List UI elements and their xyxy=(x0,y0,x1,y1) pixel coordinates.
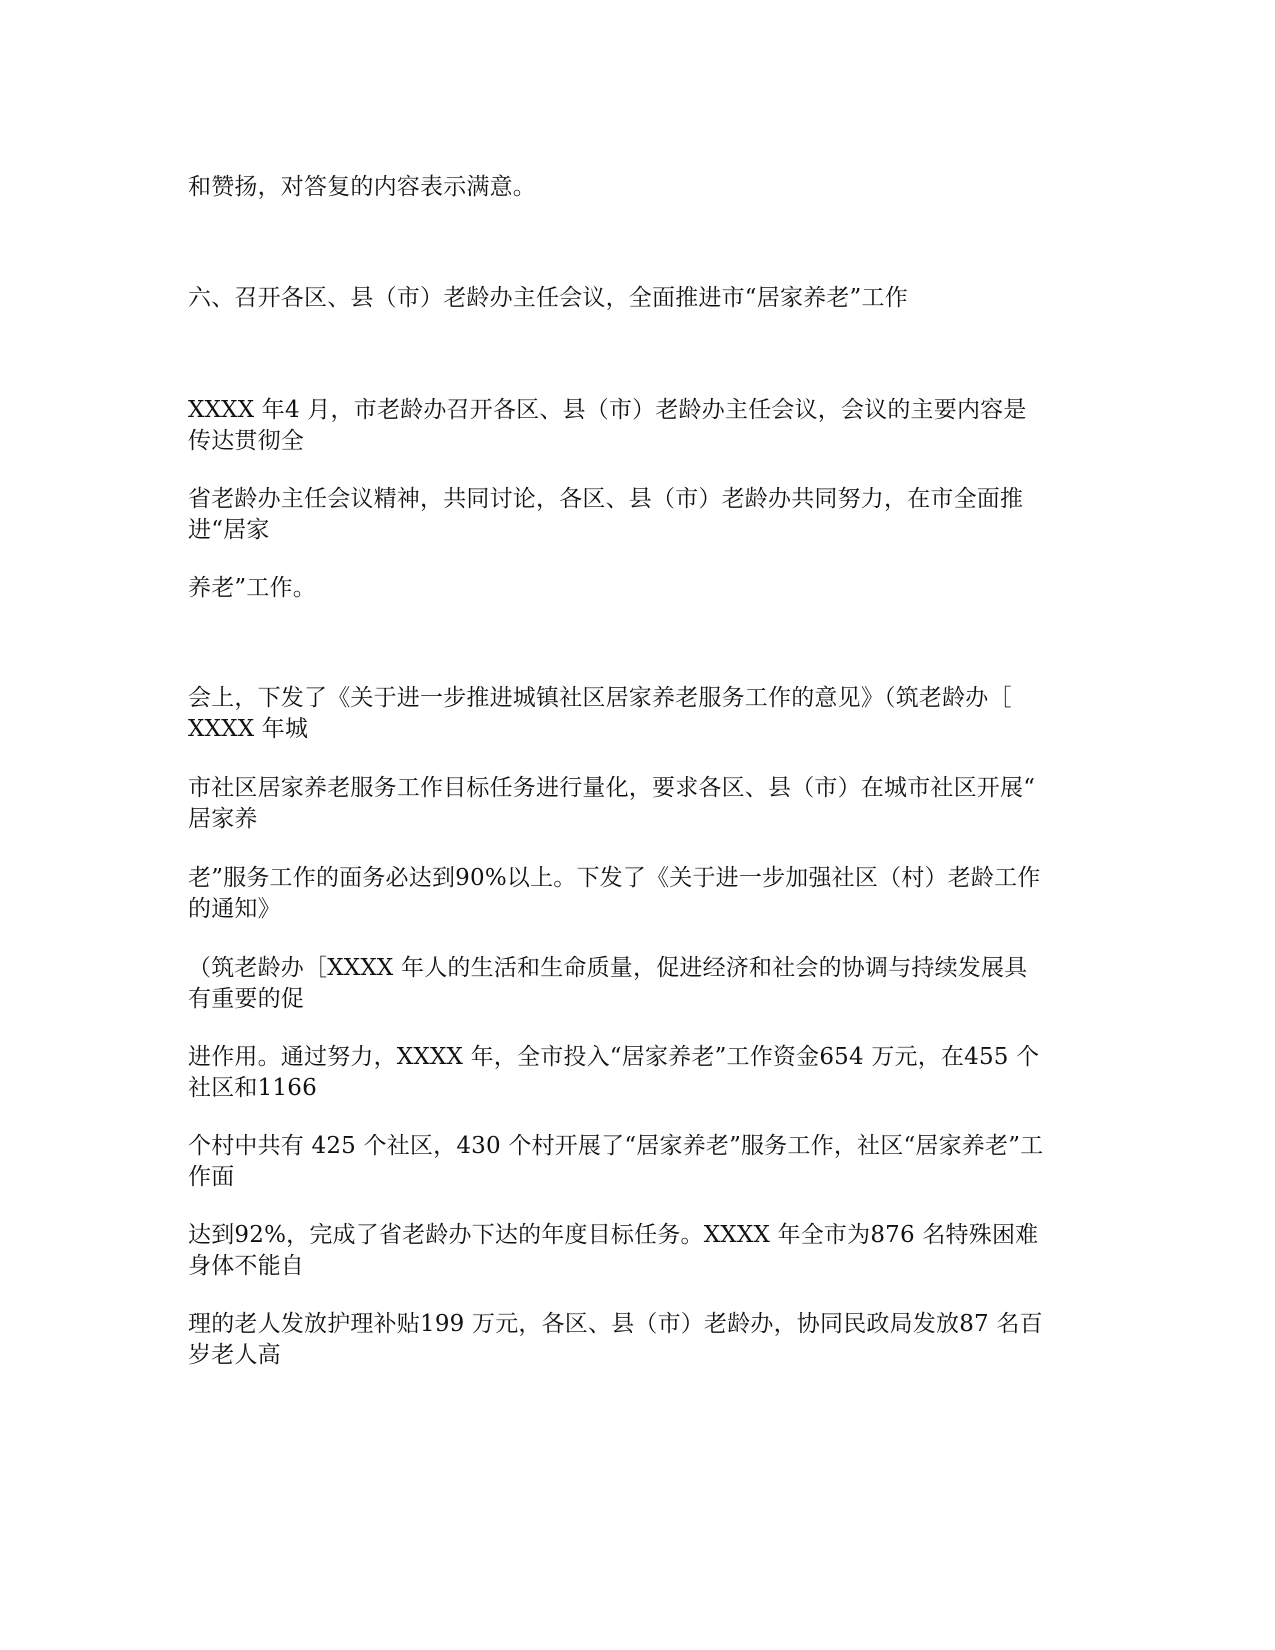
text-line: 社区和1166 xyxy=(188,1075,317,1101)
section-heading-six xyxy=(188,283,1098,314)
text-line: 会上，下发了《关于进一步推进城镇社区居家养老服务工作的意见》（筑老龄办［ xyxy=(188,685,1012,711)
text-line: 进作用。通过努力，XXXX 年，全市投入“居家养老”工作资金654 万元，在455 个 xyxy=(188,1044,1040,1070)
paragraph-communities-villages xyxy=(188,1131,1098,1193)
text-line: 和赞扬，对答复的内容表示满意。 xyxy=(188,174,536,200)
paragraph-home-care-work xyxy=(188,573,1098,604)
text-line: 养老”工作。 xyxy=(188,575,316,601)
paragraph-care-subsidy xyxy=(188,1309,1098,1371)
paragraph-quality-of-life xyxy=(188,953,1098,1015)
text-line: 达到92%，完成了省老龄办下达的年度目标任务。XXXX 年全市为876 名特殊困难 xyxy=(188,1222,1039,1248)
text-line: 老”服务工作的面务必达到90%以上。下发了《关于进一步加强社区（村）老龄工作 xyxy=(188,865,1041,891)
text-line: 居家养 xyxy=(188,806,258,832)
text-line: 传达贯彻全 xyxy=(188,428,304,454)
text-line: （筑老龄办［XXXX 年人的生活和生命质量，促进经济和社会的协调与持续发展具 xyxy=(188,955,1028,981)
text-line: XXXX 年城 xyxy=(188,716,309,742)
paragraph-april-meeting xyxy=(188,395,1098,457)
text-line: 作面 xyxy=(188,1164,235,1190)
text-line: 有重要的促 xyxy=(188,986,304,1012)
text-line: 身体不能自 xyxy=(188,1253,304,1279)
paragraph-quantified-targets xyxy=(188,773,1098,835)
text-line: XXXX 年4 月，市老龄办召开各区、县（市）老龄办主任会议，会议的主要内容是 xyxy=(188,397,1027,423)
paragraph-funding-investment xyxy=(188,1042,1098,1104)
text-line: 理的老人发放护理补贴199 万元，各区、县（市）老龄办，协同民政局发放87 名百 xyxy=(188,1311,1043,1337)
paragraph-coverage-target xyxy=(188,863,1098,925)
text-line: 的通知》 xyxy=(188,896,281,922)
heading-text: 六、召开各区、县（市）老龄办主任会议，全面推进市“居家养老”工作 xyxy=(188,285,908,311)
text-line: 进“居家 xyxy=(188,517,270,543)
text-line: 岁老人高 xyxy=(188,1342,281,1368)
paragraph-reply-satisfaction xyxy=(188,172,1098,203)
paragraph-issued-opinion xyxy=(188,683,1098,745)
text-line: 个村中共有 425 个社区，430 个村开展了“居家养老”服务工作，社区“居家养老”工 xyxy=(188,1133,1044,1159)
text-line: 省老龄办主任会议精神，共同讨论，各区、县（市）老龄办共同努力，在市全面推 xyxy=(188,486,1024,512)
text-line: 市社区居家养老服务工作目标任务进行量化，要求各区、县（市）在城市社区开展“ xyxy=(188,775,1036,801)
paragraph-annual-target xyxy=(188,1220,1098,1282)
paragraph-meeting-spirit xyxy=(188,484,1098,546)
